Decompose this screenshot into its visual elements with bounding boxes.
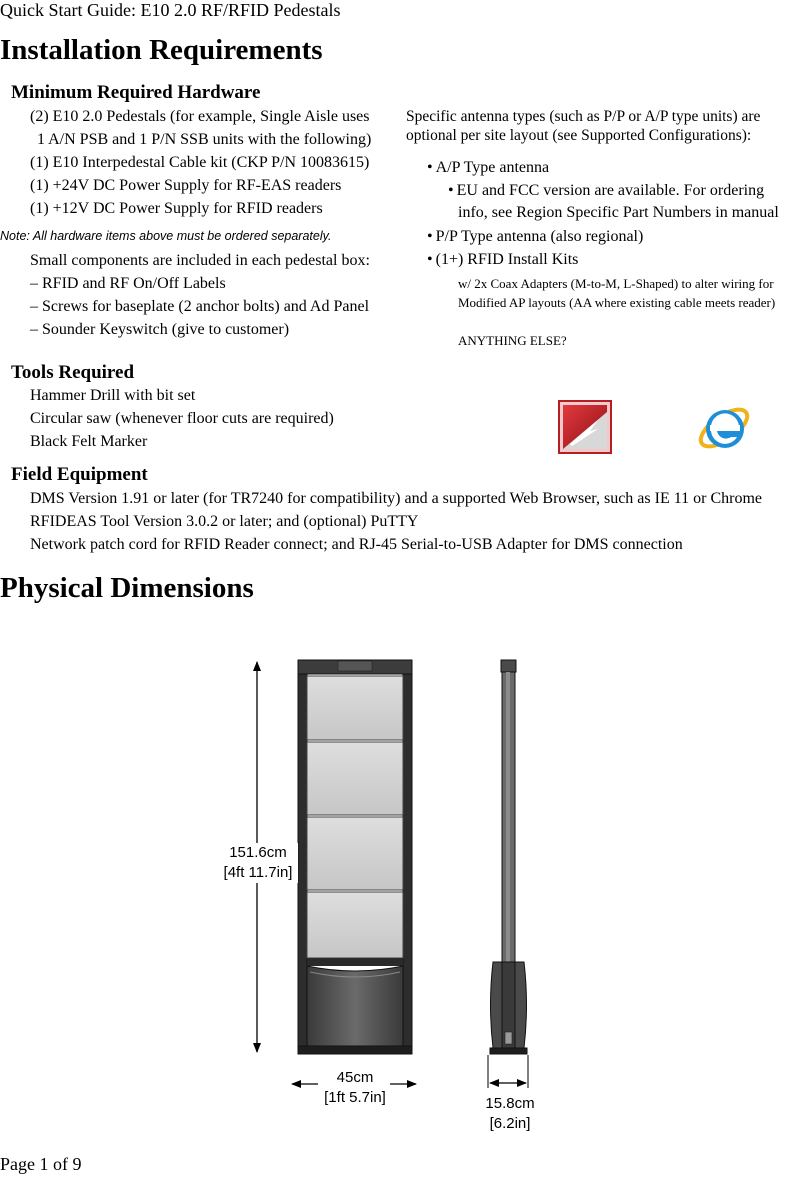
pedestal-front-view [298,660,412,1054]
antenna-ap-sub-cont: info, see Region Specific Part Numbers in manual [458,204,779,221]
field-equipment-item: Network patch cord for RFID Reader connect; and RJ-45 Serial-to-USB Adapter for DMS connection [30,536,683,553]
tool-item: Circular saw (whenever floor cuts are required) [30,410,334,427]
antenna-pp-label: P/P Type antenna (also regional) [435,228,644,245]
antenna-ap-sub-label: EU and FCC version are available. For ordering [456,182,765,199]
hardware-item: (1) +12V DC Power Supply for RFID readers [30,200,323,217]
height-dimension-label [218,843,298,883]
width-imperial: [1ft 5.7in] [324,1089,386,1106]
antenna-ap-label: A/P Type antenna [435,159,550,176]
hardware-heading: Minimum Required Hardware [11,82,261,103]
depth-imperial: [6.2in] [489,1115,531,1132]
width-dimension-label [315,1068,395,1108]
field-equipment-item: RFIDEAS Tool Version 3.0.2 or later; and (optional) PuTTY [30,513,419,530]
install-kits-label: (1+) RFID Install Kits [435,251,579,268]
tools-heading: Tools Required [11,362,135,383]
tool-item: Black Felt Marker [30,433,148,450]
small-component-item: – Screws for baseplate (2 anchor bolts) and Ad Panel [30,298,370,315]
hardware-note: Note: All hardware items above must be ordered separately. [0,229,332,243]
pedestal-side-view [490,660,527,1054]
small-components-intro: Small components are included in each pedestal box: [30,252,370,269]
field-equipment-heading: Field Equipment [11,464,148,485]
hardware-item: (1) +24V DC Power Supply for RF-EAS readers [30,177,342,194]
height-imperial: [4ft 11.7in] [223,864,293,881]
antenna-intro: optional per site layout (see Supported Configurations): [406,127,752,144]
anything-else-note: ANYTHING ELSE? [458,333,567,348]
install-kits-detail: Modified AP layouts (AA where existing cable meets reader) [458,295,776,310]
small-component-item: – RFID and RF On/Off Labels [30,275,226,292]
hardware-item: (2) E10 2.0 Pedestals (for example, Single Aisle uses [30,108,370,125]
page-number: Page 1 of 9 [0,1154,82,1174]
depth-metric: 15.8cm [485,1095,535,1112]
antenna-intro: Specific antenna types (such as P/P or A/P type units) are [406,108,761,125]
field-equipment-item: DMS Version 1.91 or later (for TR7240 for compatibility) and a supported Web Browser, such as IE 11 or Chrome [30,490,763,507]
width-metric: 45cm [336,1069,374,1086]
small-component-item: – Sounder Keyswitch (give to customer) [30,321,290,338]
physical-dimensions-heading: Physical Dimensions [0,572,254,604]
hardware-item: (1) E10 Interpedestal Cable kit (CKP P/N 10083615) [30,154,370,171]
tool-item: Hammer Drill with bit set [30,387,196,404]
install-kits-detail: w/ 2x Coax Adapters (M-to-M, L-Shaped) to alter wiring for [458,276,774,291]
document-header: Quick Start Guide: E10 2.0 RF/RFID Pedestals [0,0,341,20]
height-metric: 151.6cm [229,844,287,861]
depth-dimension-label [475,1094,545,1134]
hardware-item: 1 A/N PSB and 1 P/N SSB units with the following) [37,131,372,148]
installation-heading: Installation Requirements [0,34,323,66]
